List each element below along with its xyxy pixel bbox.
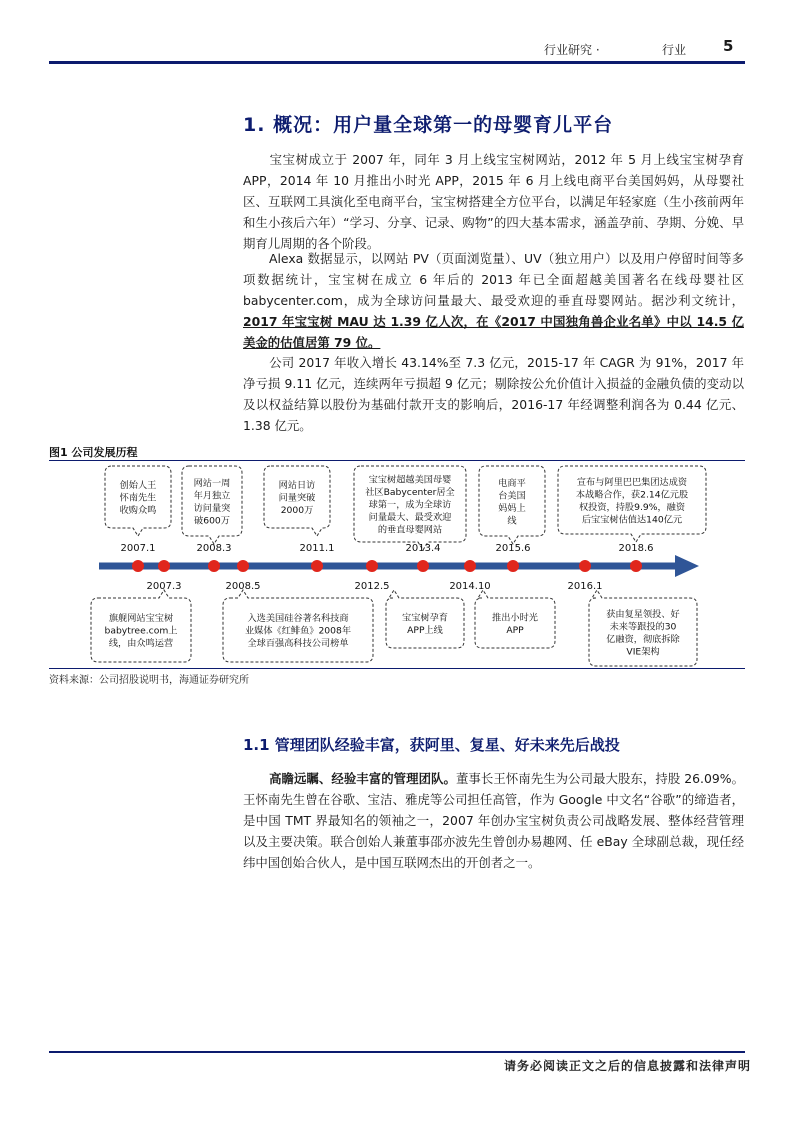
timeline-dot — [132, 560, 144, 572]
top-callout-line: 收购众鸣 — [119, 505, 157, 516]
footer-rule — [49, 1051, 745, 1053]
timeline-dot — [158, 560, 170, 572]
timeline-year-label: 2012.5 — [354, 581, 390, 592]
paragraph-2-text: Alexa 数据显示，以网站 PV（页面浏览量）、UV（独立用户）以及用户停留时间等多项数据统计，宝宝树在成立 6 年后的 2013 年已全面超越美国著名在线母婴社区 babycenter.com，成为全球访问量最大、最受欢迎的垂直母婴网站。据沙利文统计， — [243, 251, 744, 308]
page-number: 5 — [723, 37, 734, 55]
paragraph-3 — [243, 352, 744, 436]
timeline-dot — [311, 560, 323, 572]
figure-caption: 图1 公司发展历程 — [49, 446, 138, 459]
paragraph-1-text: 宝宝树成立于 2007 年，同年 3 月上线宝宝树网站，2012 年 5 月上线宝宝树孕育 APP，2014 年 10 月推出小时光 APP，2015 年 6 月上线电商平台美国妈妈，从母婴社区、互联网工具演化至电商平台，宝宝树搭建全方位平台，以满足年轻家庭（生小孩前两年和生小孩后六年）“学习、分享、记录、购物”的四大基本需求，涵盖孕前、孕期、分娩、早期育儿周期的各个阶段。 — [243, 152, 744, 251]
timeline-diagram — [49, 460, 745, 668]
timeline-year-label: 2007.3 — [146, 581, 182, 592]
timeline-dot — [630, 560, 642, 572]
timeline-dot — [208, 560, 220, 572]
subsection-title: 1.1 管理团队经验丰富，获阿里、复星、好未来先后战投 — [243, 736, 620, 754]
top-callout-line: 社区Babycenter居全 — [365, 487, 455, 498]
paragraph-4-text: 董事长王怀南先生为公司最大股东，持股 26.09%。王怀南先生曾在谷歌、宝洁、雅虎等公司担任高管，作为 Google 中文名“谷歌”的缔造者，是中国 TMT 界最知名的领袖之一，2007 年创办宝宝树负责公司战略发展、整体经营管理以及主要决策。联合创始人兼董事邵亦波先生曾创办易趣网、任 eBay 全球副总裁，现任经纬中国创始合伙人，是中国互联网杰出的开创者之一。 — [243, 771, 744, 870]
top-callout-line: 宣布与阿里巴巴集团达成资 — [576, 476, 688, 488]
top-callout-line: 问量最大、最受欢迎 — [368, 512, 452, 523]
timeline-dot — [237, 560, 249, 572]
paragraph-4 — [243, 768, 744, 873]
timeline-year-label: 2011.1 — [299, 543, 335, 554]
section-title — [243, 110, 613, 137]
top-callout-line: 怀南先生 — [119, 492, 157, 504]
paragraph-2-emphasis: 2017 年宝宝树 MAU 达 1.39 亿人次，在《2017 中国独角兽企业名单》中以 14.5 亿美金的估值居第 79 位。 — [243, 314, 744, 350]
timeline-year-label: 2008.3 — [196, 543, 232, 554]
section-number: 1. — [243, 114, 266, 136]
timeline-dot — [464, 560, 476, 572]
top-callout-line: 妈妈上 — [498, 502, 526, 514]
timeline-year-label: 2018.6 — [618, 543, 654, 554]
top-callout-line: 年月独立 — [193, 490, 231, 502]
timeline-year-label: 2015.6 — [495, 543, 531, 554]
bottom-callout-line: 宝宝树孕育 — [402, 612, 448, 624]
timeline-dot — [366, 560, 378, 572]
top-callout-line: 破600万 — [194, 515, 230, 527]
figure-source: 资料来源：公司招股说明书，海通证券研究所 — [49, 675, 249, 686]
bottom-callout-line: 未来等跟投的30 — [609, 621, 677, 633]
paragraph-3-text: 公司 2017 年收入增长 43.14%至 7.3 亿元，2015-17 年 CAGR 为 91%，2017 年净亏损 9.11 亿元，连续两年亏损超 9 亿元；剔除按公允价值计入损益的金融负债的变动以及以权益结算以股份为基础付款开支的影响后，2016-17 年经调整利润各为 0.44 亿元、1.38 亿元。 — [243, 355, 744, 433]
top-callout-line: 2000万 — [280, 505, 314, 516]
header-category: 行业 — [662, 43, 687, 57]
section-title-text: 概况：用户量全球第一的母婴育儿平台 — [273, 114, 614, 136]
timeline-dot — [579, 560, 591, 572]
timeline-year-label: 2007.1 — [120, 543, 156, 554]
top-callout-line: 访问量突 — [193, 502, 231, 514]
top-callout-line: 问量突破 — [278, 492, 316, 504]
top-callout-line: 台美国 — [498, 490, 526, 502]
header-rule — [49, 61, 745, 64]
top-callout-line: 球第一，成为全球访 — [368, 499, 452, 511]
timeline-dot — [507, 560, 519, 572]
bottom-callout-line: 线，由众鸣运营 — [108, 638, 174, 649]
top-callout-line: 宝宝树超越美国母婴 — [368, 474, 452, 486]
bottom-callout-line: 推出小时光 — [492, 612, 538, 624]
top-callout-line: 本战略合作，获2.14亿元股 — [575, 489, 689, 501]
bottom-callout-line: VIE架构 — [626, 646, 660, 658]
top-callout-line: 创始人王 — [119, 480, 157, 491]
top-callout-line: 权投资，持股9.9%，融资 — [578, 501, 686, 513]
bottom-callout-line: APP — [506, 624, 524, 636]
header-report-type: 行业研究 · — [544, 43, 600, 57]
top-callout-line: 网站日访 — [278, 480, 316, 491]
timeline-year-label: 2014.10 — [449, 581, 491, 592]
top-callout-line: 网站一周 — [193, 477, 231, 489]
figure-bottom-rule — [49, 668, 745, 669]
timeline-arrow-head — [675, 555, 699, 577]
timeline-year-label: 2016.1 — [567, 581, 603, 592]
bottom-callout-line: babytree.com上 — [104, 625, 178, 637]
top-callout-line: 线 — [507, 515, 517, 527]
bottom-callout-line: 入选美国硅谷著名科技商 — [247, 613, 349, 624]
bottom-callout-line: 亿融资，彻底拆除 — [606, 633, 680, 645]
paragraph-4-lead: 高瞻远瞩、经验丰富的管理团队。 — [269, 771, 456, 786]
bottom-callout-line: APP上线 — [407, 624, 443, 636]
top-callout-line: 的垂直母婴网站 — [377, 524, 443, 536]
paragraph-1 — [243, 149, 744, 254]
top-callout-line: 电商平 — [498, 477, 526, 489]
timeline-dot — [417, 560, 429, 572]
timeline-year-label: 2013.4 — [405, 543, 441, 554]
bottom-callout-line: 全球百强高科技公司榜单 — [247, 638, 349, 649]
footer-disclaimer: 请务必阅读正文之后的信息披露和法律声明 — [504, 1059, 752, 1073]
top-callout-line: 后宝宝树估值达140亿元 — [581, 514, 683, 526]
paragraph-2 — [243, 248, 744, 353]
bottom-callout-line: 业媒体《红鲱鱼》2008年 — [244, 625, 352, 637]
bottom-callout-line: 获由复星领投、好 — [606, 608, 680, 620]
bottom-callout-line: 旗舰网站宝宝树 — [108, 613, 174, 624]
timeline-year-label: 2008.5 — [225, 581, 261, 592]
